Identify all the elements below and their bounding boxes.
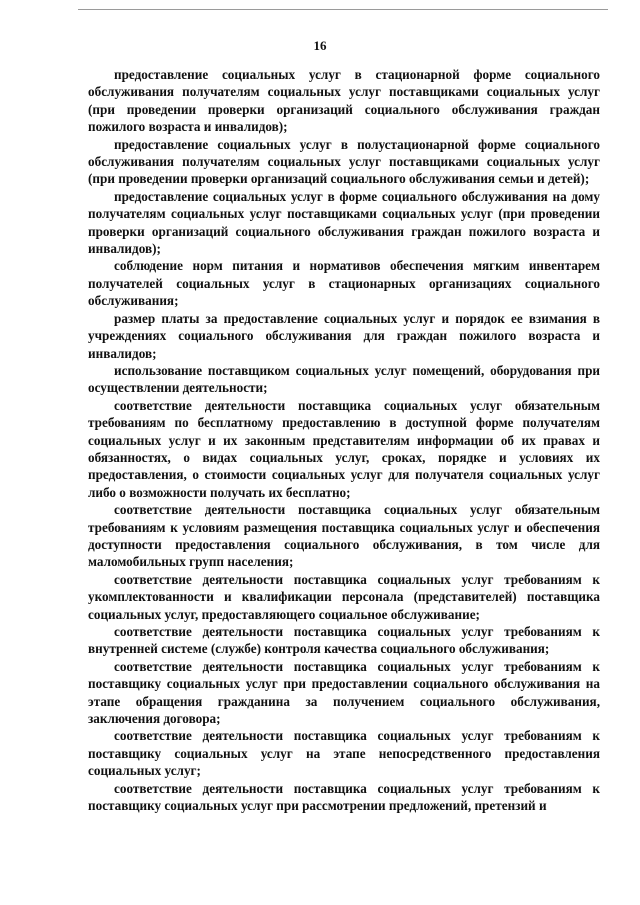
scan-edge-rule [78,9,608,10]
paragraph: соблюдение норм питания и нормативов обеспечения мягким инвентарем получателей социальных услуг в стационарных организациях социального обслуживания; [88,258,600,309]
paragraph: соответствие деятельности поставщика социальных услуг требованиям к поставщику социальных услуг на этапе непосредственного предоставления социальных услуг; [88,728,600,779]
document-body [88,66,600,814]
paragraph: использование поставщиком социальных услуг помещений, оборудования при осуществлении деятельности; [88,362,600,396]
paragraph: предоставление социальных услуг в стационарной форме социального обслуживания получателям социальных услуг поставщиками социальных услуг (при проведении проверки организаций социального обслуживания граждан пожилого возраста и инвалидов); [88,67,600,135]
paragraph: соответствие деятельности поставщика социальных услуг требованиям к укомплектованности и квалификации персонала (представителей) поставщика социальных услуг, предоставляющего социальное обслуживание; [88,571,600,622]
paragraph: соответствие деятельности поставщика социальных услуг требованиям к внутренней системе (службе) контроля качества социального обслуживания; [88,624,600,657]
paragraph: предоставление социальных услуг в полустационарной форме социального обслуживания получателям социальных услуг поставщиками социальных услуг (при проведении проверки организаций социального обслуживания семьи и детей); [88,136,600,187]
paragraph: соответствие деятельности поставщика социальных услуг обязательным требованиям по бесплатному предоставлению в доступной форме получателям социальных услуг и их законным представителям информации об их правах и обязанностях, о видах социальных услуг, сроках, порядке и условиях их предоставления, о стоимости социальных услуг для получателя социальных услуг либо о возможности получать их бесплатно; [88,397,600,500]
paragraph: соответствие деятельности поставщика социальных услуг требованиям к поставщику социальных услуг при рассмотрении предложений, претензий и [88,780,600,814]
paragraph: размер платы за предоставление социальных услуг и порядок ее взимания в учреждениях социального обслуживания для граждан пожилого возраста и инвалидов; [88,310,600,361]
paragraph: предоставление социальных услуг в форме социального обслуживания на дому получателям социальных услуг поставщиками социальных услуг (при проведении проверки организаций социального обслуживания граждан пожилого возраста и инвалидов); [88,188,600,257]
page-number: 16 [313,38,327,53]
paragraph: соответствие деятельности поставщика социальных услуг требованиям к поставщику социальных услуг при предоставлении социального обслуживания на этапе обращения гражданина за получением социального обслуживания, заключения договора; [88,658,600,727]
paragraph: соответствие деятельности поставщика социальных услуг обязательным требованиям к условиям размещения поставщика социальных услуг и обеспечения доступности предоставления социального обслуживания, в том числе для маломобильных групп населения; [88,502,600,570]
